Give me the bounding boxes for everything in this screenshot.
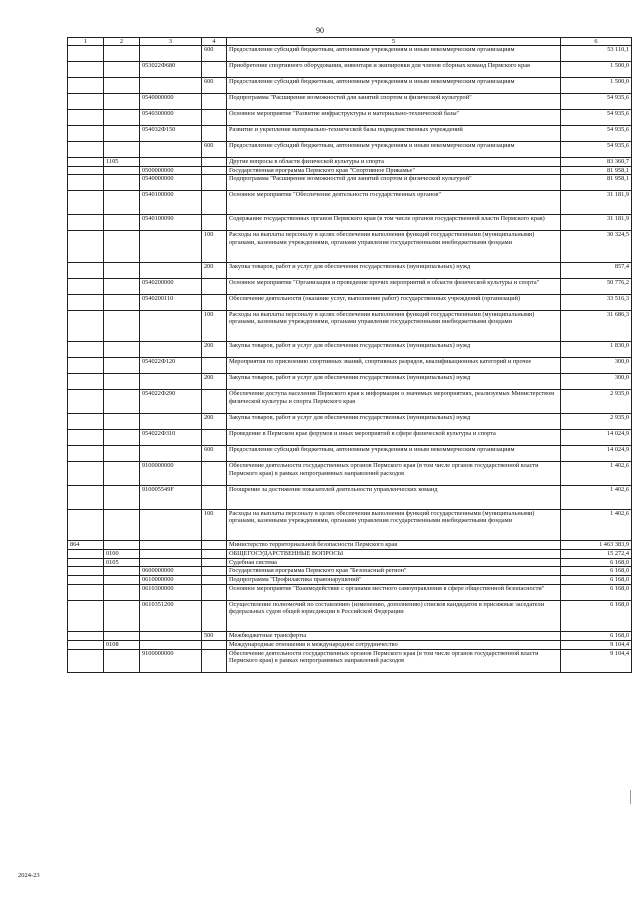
table-cell-c3: 0600000000 bbox=[140, 567, 202, 576]
table-cell-c3 bbox=[140, 414, 202, 430]
table-cell-c2: 0108 bbox=[104, 640, 140, 649]
table-cell-c6: 1 500,0 bbox=[561, 78, 632, 94]
table-cell-c1 bbox=[68, 175, 104, 191]
table-cell-c5: Подпрограмма "Профилактика правонарушений" bbox=[227, 576, 561, 585]
table-cell-c5: Основное мероприятие "Взаимодействие с органами местного самоуправления в сфере общественной безопасности" bbox=[227, 584, 561, 600]
table-cell-c2 bbox=[104, 576, 140, 585]
table-cell-c5: Содержание государственных органов Пермского края (в том числе органов государственной власти Пермского края) bbox=[227, 215, 561, 231]
table-cell-c1 bbox=[68, 294, 104, 310]
table-cell-c4 bbox=[202, 600, 227, 632]
table-cell-c6: 33 516,3 bbox=[561, 294, 632, 310]
table-cell-c4 bbox=[202, 485, 227, 509]
table-row bbox=[68, 446, 632, 462]
table-cell-c5: Основное мероприятие "Развитие инфраструктуры и материально-технической базы" bbox=[227, 110, 561, 126]
table-row bbox=[68, 541, 632, 550]
table-cell-c1 bbox=[68, 278, 104, 294]
table-cell-c4 bbox=[202, 126, 227, 142]
table-row bbox=[68, 158, 632, 167]
table-cell-c3 bbox=[140, 142, 202, 158]
table-cell-c1 bbox=[68, 62, 104, 78]
table-cell-c4: 100 bbox=[202, 509, 227, 541]
table-cell-c4 bbox=[202, 576, 227, 585]
table-cell-c1 bbox=[68, 142, 104, 158]
table-row bbox=[68, 126, 632, 142]
table-cell-c5: Мероприятия по присвоению спортивных званий, спортивных разрядов, квалификационных категорий и прочее bbox=[227, 358, 561, 374]
table-cell-c6: 9 104,4 bbox=[561, 649, 632, 673]
table-cell-c6: 1 500,0 bbox=[561, 62, 632, 78]
table-cell-c2 bbox=[104, 294, 140, 310]
table-cell-c2: 0100 bbox=[104, 549, 140, 558]
table-cell-c1 bbox=[68, 158, 104, 167]
table-row bbox=[68, 576, 632, 585]
table-cell-c4: 100 bbox=[202, 310, 227, 342]
table-cell-c6: 857,4 bbox=[561, 262, 632, 278]
table-cell-c3: 0540300000 bbox=[140, 110, 202, 126]
table-cell-c1 bbox=[68, 549, 104, 558]
table-cell-c2 bbox=[104, 509, 140, 541]
table-cell-c2 bbox=[104, 191, 140, 215]
table-cell-c2 bbox=[104, 374, 140, 390]
table-cell-c2 bbox=[104, 78, 140, 94]
table-cell-c2 bbox=[104, 632, 140, 641]
table-cell-c3: 0540100000 bbox=[140, 191, 202, 215]
table-cell-c2 bbox=[104, 584, 140, 600]
table-cell-c6: 6 168,0 bbox=[561, 558, 632, 567]
budget-table bbox=[67, 37, 632, 673]
table-cell-c3: 9100000000 bbox=[140, 649, 202, 673]
table-cell-c2 bbox=[104, 446, 140, 462]
table-cell-c6: 2 935,0 bbox=[561, 414, 632, 430]
table-cell-c6: 1 402,6 bbox=[561, 485, 632, 509]
table-cell-c1 bbox=[68, 558, 104, 567]
table-cell-c1 bbox=[68, 576, 104, 585]
table-cell-c5: Межбюджетные трансферты bbox=[227, 632, 561, 641]
table-cell-c3 bbox=[140, 640, 202, 649]
table-cell-c6: 54 935,6 bbox=[561, 94, 632, 110]
column-header: 5 bbox=[227, 38, 561, 46]
table-cell-c4 bbox=[202, 462, 227, 486]
table-cell-c2 bbox=[104, 600, 140, 632]
table-row bbox=[68, 649, 632, 673]
table-cell-c1 bbox=[68, 485, 104, 509]
table-cell-c5: Основное мероприятие "Организация и проведение прочих мероприятий в области физической культуры и спорта" bbox=[227, 278, 561, 294]
table-cell-c6: 300,0 bbox=[561, 358, 632, 374]
table-row bbox=[68, 462, 632, 486]
table-cell-c6: 54 935,6 bbox=[561, 110, 632, 126]
table-cell-c4 bbox=[202, 358, 227, 374]
table-cell-c1 bbox=[68, 649, 104, 673]
table-cell-c1 bbox=[68, 414, 104, 430]
table-row bbox=[68, 342, 632, 358]
table-cell-c5: Другие вопросы в области физической культуры и спорта bbox=[227, 158, 561, 167]
table-cell-c1 bbox=[68, 374, 104, 390]
table-row bbox=[68, 191, 632, 215]
table-row bbox=[68, 231, 632, 263]
table-cell-c6: 1 830,0 bbox=[561, 342, 632, 358]
table-cell-c5: Предоставление субсидий бюджетным, автономным учреждениям и иным некоммерческим организациям bbox=[227, 46, 561, 62]
table-cell-c1: 864 bbox=[68, 541, 104, 550]
table-cell-c3: 0540000000 bbox=[140, 175, 202, 191]
table-cell-c6: 83 360,7 bbox=[561, 158, 632, 167]
table-cell-c6: 300,0 bbox=[561, 374, 632, 390]
column-header: 2 bbox=[104, 38, 140, 46]
table-row bbox=[68, 175, 632, 191]
table-row bbox=[68, 549, 632, 558]
table-cell-c4 bbox=[202, 94, 227, 110]
table-cell-c4 bbox=[202, 584, 227, 600]
table-cell-c5: Государственная программа Пермского края "Безопасный регион" bbox=[227, 567, 561, 576]
table-cell-c3 bbox=[140, 342, 202, 358]
table-cell-c3 bbox=[140, 446, 202, 462]
table-cell-c5: Государственная программа Пермского края "Спортивное Прикамье" bbox=[227, 166, 561, 175]
table-cell-c2 bbox=[104, 262, 140, 278]
table-cell-c5: Закупка товаров, работ и услуг для обеспечения государственных (муниципальных) нужд bbox=[227, 262, 561, 278]
table-cell-c2 bbox=[104, 541, 140, 550]
table-row bbox=[68, 485, 632, 509]
table-cell-c4: 600 bbox=[202, 446, 227, 462]
table-cell-c3 bbox=[140, 310, 202, 342]
table-cell-c5: Закупка товаров, работ и услуг для обеспечения государственных (муниципальных) нужд bbox=[227, 342, 561, 358]
table-cell-c4: 100 bbox=[202, 231, 227, 263]
table-cell-c3 bbox=[140, 558, 202, 567]
table-cell-c3: 054022Ф310 bbox=[140, 430, 202, 446]
table-cell-c2 bbox=[104, 414, 140, 430]
table-cell-c1 bbox=[68, 462, 104, 486]
table-row bbox=[68, 640, 632, 649]
table-cell-c1 bbox=[68, 632, 104, 641]
table-cell-c3: 0540000000 bbox=[140, 94, 202, 110]
column-header: 3 bbox=[140, 38, 202, 46]
table-cell-c2 bbox=[104, 142, 140, 158]
page-number: 90 bbox=[316, 26, 324, 35]
table-cell-c3: 054032Ф150 bbox=[140, 126, 202, 142]
table-row bbox=[68, 94, 632, 110]
table-cell-c1 bbox=[68, 640, 104, 649]
table-cell-c6: 9 104,4 bbox=[561, 640, 632, 649]
table-cell-c5: Обеспечение деятельности (оказание услуг, выполнение работ) государственных учреждений (организаций) bbox=[227, 294, 561, 310]
table-row bbox=[68, 62, 632, 78]
table-cell-c2 bbox=[104, 62, 140, 78]
table-cell-c2 bbox=[104, 94, 140, 110]
table-cell-c1 bbox=[68, 600, 104, 632]
table-cell-c2 bbox=[104, 649, 140, 673]
table-cell-c1 bbox=[68, 215, 104, 231]
table-cell-c5: Закупка товаров, работ и услуг для обеспечения государственных (муниципальных) нужд bbox=[227, 374, 561, 390]
table-cell-c3 bbox=[140, 231, 202, 263]
table-cell-c1 bbox=[68, 446, 104, 462]
column-header: 1 bbox=[68, 38, 104, 46]
table-cell-c4 bbox=[202, 278, 227, 294]
table-cell-c4 bbox=[202, 215, 227, 231]
table-cell-c6: 31 181,9 bbox=[561, 215, 632, 231]
table-cell-c5: Основное мероприятие "Обеспечение деятельности государственных органов" bbox=[227, 191, 561, 215]
table-cell-c5: Приобретение спортивного оборудования, инвентаря и экипировки для членов сборных команд Пермского края bbox=[227, 62, 561, 78]
table-cell-c6: 15 272,4 bbox=[561, 549, 632, 558]
table-row bbox=[68, 110, 632, 126]
footer-code: 2024-23 bbox=[18, 872, 40, 879]
table-cell-c4: 200 bbox=[202, 374, 227, 390]
table-cell-c1 bbox=[68, 110, 104, 126]
table-cell-c3 bbox=[140, 374, 202, 390]
table-cell-c5: Поощрение за достижение показателей деятельности управленческих команд bbox=[227, 485, 561, 509]
table-cell-c3 bbox=[140, 549, 202, 558]
table-row bbox=[68, 414, 632, 430]
table-cell-c4: 600 bbox=[202, 142, 227, 158]
table-cell-c1 bbox=[68, 390, 104, 414]
table-cell-c1 bbox=[68, 46, 104, 62]
table-cell-c3 bbox=[140, 46, 202, 62]
table-cell-c1 bbox=[68, 430, 104, 446]
table-cell-c2 bbox=[104, 110, 140, 126]
table-cell-c4 bbox=[202, 558, 227, 567]
table-cell-c2: 1105 bbox=[104, 158, 140, 167]
table-cell-c1 bbox=[68, 567, 104, 576]
table-cell-c5: Обеспечение деятельности государственных органов Пермского края (в том числе органов государственной власти Пермского края) в рамках непрограммных направлений расходов bbox=[227, 462, 561, 486]
table-cell-c1 bbox=[68, 358, 104, 374]
table-cell-c4 bbox=[202, 294, 227, 310]
table-cell-c5: Обеспечение деятельности государственных органов Пермского края (в том числе органов государственной власти Пермского края) в рамках непрограммных направлений расходов bbox=[227, 649, 561, 673]
table-cell-c6: 50 776,2 bbox=[561, 278, 632, 294]
table-cell-c1 bbox=[68, 166, 104, 175]
table-cell-c1 bbox=[68, 126, 104, 142]
table-cell-c2 bbox=[104, 126, 140, 142]
table-cell-c3: 054022Ф290 bbox=[140, 390, 202, 414]
table-cell-c2 bbox=[104, 485, 140, 509]
table-cell-c3 bbox=[140, 509, 202, 541]
table-row bbox=[68, 567, 632, 576]
table-cell-c5: Закупка товаров, работ и услуг для обеспечения государственных (муниципальных) нужд bbox=[227, 414, 561, 430]
table-cell-c5: Расходы на выплаты персоналу в целях обеспечения выполнения функций государственными (муниципальными) органами, казенными учреждениями, органами управления государственными внебюджетными фондами bbox=[227, 310, 561, 342]
table-cell-c6: 6 168,0 bbox=[561, 632, 632, 641]
table-cell-c4 bbox=[202, 175, 227, 191]
table-cell-c4 bbox=[202, 640, 227, 649]
table-header-row bbox=[68, 38, 632, 46]
table-cell-c6: 2 935,0 bbox=[561, 390, 632, 414]
table-cell-c4: 200 bbox=[202, 262, 227, 278]
column-header: 4 bbox=[202, 38, 227, 46]
table-cell-c2 bbox=[104, 567, 140, 576]
table-cell-c4 bbox=[202, 62, 227, 78]
table-cell-c6: 30 324,5 bbox=[561, 231, 632, 263]
table-cell-c2 bbox=[104, 46, 140, 62]
table-cell-c4 bbox=[202, 541, 227, 550]
table-cell-c5: Развитие и укрепление материально-технической базы подведомственных учреждений bbox=[227, 126, 561, 142]
table-row bbox=[68, 294, 632, 310]
table-cell-c5: Проведение в Пермском крае форумов и иных мероприятий в сфере физической культуры и спорта bbox=[227, 430, 561, 446]
table-cell-c1 bbox=[68, 231, 104, 263]
table-cell-c2 bbox=[104, 462, 140, 486]
table-cell-c4 bbox=[202, 390, 227, 414]
table-cell-c3: 0610351200 bbox=[140, 600, 202, 632]
table-row bbox=[68, 632, 632, 641]
table-cell-c5: Предоставление субсидий бюджетным, автономным учреждениям и иным некоммерческим организациям bbox=[227, 78, 561, 94]
table-cell-c4 bbox=[202, 549, 227, 558]
table-row bbox=[68, 142, 632, 158]
table-cell-c6: 81 958,1 bbox=[561, 175, 632, 191]
table-row bbox=[68, 509, 632, 541]
table-row bbox=[68, 215, 632, 231]
table-cell-c6: 31 181,9 bbox=[561, 191, 632, 215]
table-row bbox=[68, 78, 632, 94]
table-cell-c6: 14 024,9 bbox=[561, 446, 632, 462]
table-row bbox=[68, 278, 632, 294]
table-cell-c5: Расходы на выплаты персоналу в целях обеспечения выполнения функций государственными (муниципальными) органами, казенными учреждениями, органами управления государственными внебюджетными фондами bbox=[227, 231, 561, 263]
table-cell-c4 bbox=[202, 649, 227, 673]
table-cell-c6: 31 686,3 bbox=[561, 310, 632, 342]
table-cell-c6: 6 168,0 bbox=[561, 567, 632, 576]
table-cell-c4: 600 bbox=[202, 78, 227, 94]
table-cell-c5: Предоставление субсидий бюджетным, автономным учреждениям и иным некоммерческим организациям bbox=[227, 142, 561, 158]
table-cell-c6: 6 168,0 bbox=[561, 584, 632, 600]
table-row bbox=[68, 46, 632, 62]
table-cell-c4: 500 bbox=[202, 632, 227, 641]
table-cell-c6: 6 168,0 bbox=[561, 576, 632, 585]
table-cell-c3 bbox=[140, 632, 202, 641]
table-cell-c4 bbox=[202, 166, 227, 175]
table-row bbox=[68, 558, 632, 567]
table-cell-c1 bbox=[68, 310, 104, 342]
table-cell-c5: Подпрограмма "Расширение возможностей для занятий спортом и физической культурой" bbox=[227, 94, 561, 110]
table-cell-c2 bbox=[104, 310, 140, 342]
table-cell-c6: 54 935,6 bbox=[561, 142, 632, 158]
table-cell-c1 bbox=[68, 584, 104, 600]
table-cell-c6: 1 402,6 bbox=[561, 509, 632, 541]
table-row bbox=[68, 262, 632, 278]
table-cell-c4 bbox=[202, 430, 227, 446]
table-cell-c3: 054022Ф120 bbox=[140, 358, 202, 374]
table-cell-c2 bbox=[104, 231, 140, 263]
table-cell-c4 bbox=[202, 158, 227, 167]
table-cell-c1 bbox=[68, 78, 104, 94]
column-header: 6 bbox=[561, 38, 632, 46]
table-row bbox=[68, 358, 632, 374]
table-cell-c3: 9100000000 bbox=[140, 462, 202, 486]
table-cell-c3: 0540100090 bbox=[140, 215, 202, 231]
table-cell-c2 bbox=[104, 390, 140, 414]
table-row bbox=[68, 430, 632, 446]
table-cell-c2 bbox=[104, 215, 140, 231]
table-cell-c2 bbox=[104, 278, 140, 294]
table-cell-c4: 200 bbox=[202, 342, 227, 358]
table-cell-c3: 053022Ф680 bbox=[140, 62, 202, 78]
table-cell-c6: 81 958,1 bbox=[561, 166, 632, 175]
margin-mark bbox=[630, 790, 635, 804]
table-cell-c1 bbox=[68, 191, 104, 215]
table-cell-c5: Обеспечение доступа населения Пермского края к информации о значимых мероприятиях, реализуемых Министерством физической культуры и спорта Пермского края bbox=[227, 390, 561, 414]
table-cell-c6: 53 110,1 bbox=[561, 46, 632, 62]
table-cell-c5: Подпрограмма "Расширение возможностей для занятий спортом и физической культурой" bbox=[227, 175, 561, 191]
table-cell-c4: 600 bbox=[202, 46, 227, 62]
table-cell-c2 bbox=[104, 166, 140, 175]
table-cell-c6: 1 402,6 bbox=[561, 462, 632, 486]
table-cell-c3: 0540200000 bbox=[140, 278, 202, 294]
table-cell-c3: 910005549F bbox=[140, 485, 202, 509]
table-cell-c1 bbox=[68, 509, 104, 541]
table-cell-c3: 0610300000 bbox=[140, 584, 202, 600]
table-cell-c1 bbox=[68, 342, 104, 358]
table-cell-c1 bbox=[68, 262, 104, 278]
table-cell-c3: 0540200110 bbox=[140, 294, 202, 310]
table-row bbox=[68, 166, 632, 175]
table-cell-c4 bbox=[202, 191, 227, 215]
table-cell-c5: Судебная система bbox=[227, 558, 561, 567]
table-cell-c6: 14 024,9 bbox=[561, 430, 632, 446]
table-cell-c2 bbox=[104, 175, 140, 191]
table-cell-c3 bbox=[140, 541, 202, 550]
table-cell-c2: 0105 bbox=[104, 558, 140, 567]
table-cell-c3 bbox=[140, 262, 202, 278]
table-cell-c3 bbox=[140, 78, 202, 94]
table-cell-c2 bbox=[104, 358, 140, 374]
table-cell-c5: Расходы на выплаты персоналу в целях обеспечения выполнения функций государственными (муниципальными) органами, казенными учреждениями, органами управления государственными внебюджетными фондами bbox=[227, 509, 561, 541]
table-cell-c4: 200 bbox=[202, 414, 227, 430]
table-cell-c2 bbox=[104, 430, 140, 446]
table-cell-c6: 1 463 383,9 bbox=[561, 541, 632, 550]
table-cell-c4 bbox=[202, 110, 227, 126]
table-row bbox=[68, 584, 632, 600]
table-cell-c3: 0500000000 bbox=[140, 166, 202, 175]
table-cell-c5: Международные отношения и международное сотрудничество bbox=[227, 640, 561, 649]
table-row bbox=[68, 310, 632, 342]
table-cell-c5: ОБЩЕГОСУДАРСТВЕННЫЕ ВОПРОСЫ bbox=[227, 549, 561, 558]
table-cell-c5: Предоставление субсидий бюджетным, автономным учреждениям и иным некоммерческим организациям bbox=[227, 446, 561, 462]
table-cell-c3 bbox=[140, 158, 202, 167]
table-row bbox=[68, 374, 632, 390]
table-cell-c5: Министерство территориальной безопасности Пермского края bbox=[227, 541, 561, 550]
table-cell-c2 bbox=[104, 342, 140, 358]
table-cell-c5: Осуществление полномочий по составлению (изменению, дополнению) списков кандидатов в присяжные заседатели федеральных судов общей юрисдикции в Российской Федерации bbox=[227, 600, 561, 632]
table-row bbox=[68, 600, 632, 632]
table-cell-c1 bbox=[68, 94, 104, 110]
table-cell-c6: 6 168,0 bbox=[561, 600, 632, 632]
table-cell-c6: 54 935,6 bbox=[561, 126, 632, 142]
table-row bbox=[68, 390, 632, 414]
table-cell-c4 bbox=[202, 567, 227, 576]
table-cell-c3: 0610000000 bbox=[140, 576, 202, 585]
